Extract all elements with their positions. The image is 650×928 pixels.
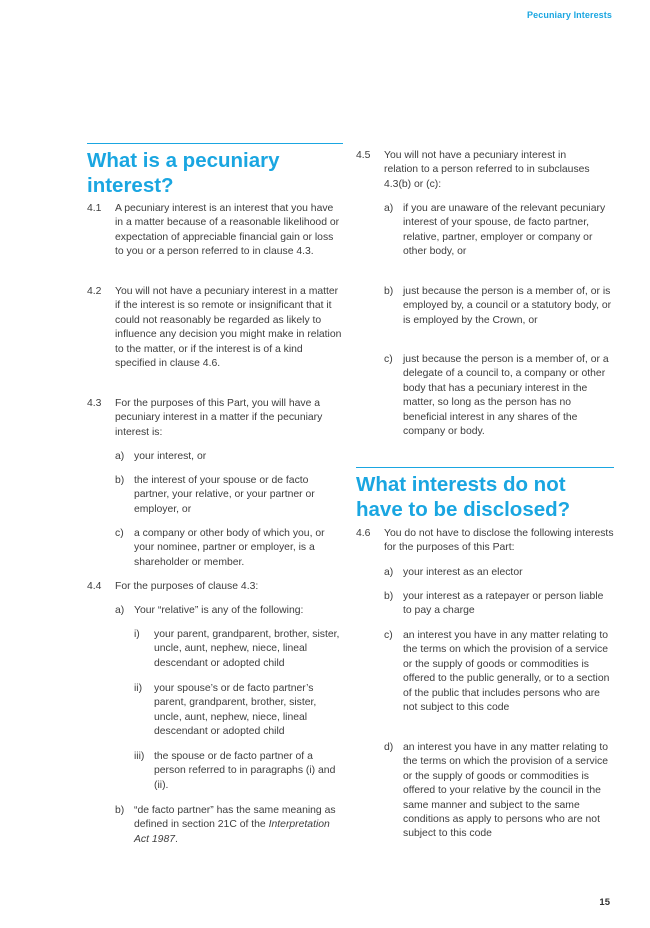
section-heading-pecuniary-interest: What is a pecuniary interest?: [87, 149, 280, 197]
list-item: c) a company or other body of which you, or your nominee, partner or employer, is a shareholder or member.: [115, 528, 325, 568]
section-rule: [356, 467, 614, 468]
clause-text: For the purposes of this Part, you will have a pecuniary interest in a matter if the pecuniary interest is:: [115, 398, 323, 438]
section-rule: [87, 143, 343, 144]
list-item: a) if you are unaware of the relevant pecuniary interest of your spouse, de facto partner, relative, partner, employer or company or other body, or: [384, 203, 606, 258]
list-item: b) the interest of your spouse or de facto partner, your relative, or your partner or employer, or: [115, 475, 315, 515]
clause-4-2: [87, 285, 343, 371]
list-item: b) your interest as a ratepayer or person liable to pay a charge: [384, 591, 604, 617]
list-item: c) just because the person is a member of, or a delegate of a council to, a company or other body that has a pecuniary interest in the matter, so long as the person has no beneficial interest in any shares of the company or body.: [384, 354, 609, 438]
clause-4-4: [87, 580, 343, 594]
clause-text: You will not have a pecuniary interest in relation to a person referred to in subclauses 4.3(b) or (c):: [384, 150, 590, 190]
act-title: Interpretation Act 1987: [134, 819, 330, 845]
list-item: b) “de facto partner” has the same meaning as defined in section 21C of the Interpretation Act 1987.: [115, 805, 336, 845]
clause-text: You do not have to disclose the following interests for the purposes of this Part:: [384, 528, 614, 554]
list-item: d) an interest you have in any matter relating to the terms on which the provision of a service or the supply of goods or commodities is offered to your relative by the council in the same manner and subject to the same conditions as apply to persons who are not subject to this code: [384, 742, 609, 840]
clause-number: 4.3: [87, 398, 102, 409]
list-item: ii) your spouse’s or de facto partner’s parent, grandparent, brother, sister, uncle, aunt, nephew, niece, lineal descendant or adopted child: [134, 683, 317, 738]
page-number: 15: [599, 897, 610, 908]
clause-4-1: [87, 202, 343, 260]
section-heading-interests-not-disclosed: What interests do not have to be disclosed?: [356, 473, 571, 521]
list-item: iii) the spouse or de facto partner of a person referred to in paragraphs (i) and (ii).: [134, 751, 336, 791]
clause-number: 4.2: [87, 286, 102, 297]
clause-number: 4.6: [356, 528, 371, 539]
list-item: i) your parent, grandparent, brother, sister, uncle, aunt, nephew, niece, lineal descendant or adopted child: [134, 629, 340, 669]
clause-4-6: [356, 527, 614, 556]
clause-number: 4.1: [87, 203, 102, 214]
list-item: c) an interest you have in any matter relating to the terms on which the provision of a service or the supply of goods or commodities is offered to the public generally, or to a section of the public that includes persons who are not subject to this code: [384, 630, 610, 714]
clause-text: A pecuniary interest is an interest that you have in a matter because of a reasonable likelihood or expectation of appreciable financial gain or loss to you or a person referred to in clause 4.3.: [115, 203, 340, 258]
list-item: a) your interest as an elector: [384, 567, 523, 578]
list-item: a) Your “relative” is any of the following:: [115, 605, 304, 616]
clause-number: 4.4: [87, 581, 102, 592]
clause-4-5: [356, 149, 614, 192]
list-item: b) just because the person is a member of, or is employed by, a council or a statutory body, or is employed by the Crown, or: [384, 286, 612, 326]
clause-text: For the purposes of clause 4.3:: [115, 581, 259, 592]
list-item: a) your interest, or: [115, 451, 207, 462]
clause-4-3: [87, 397, 343, 440]
clause-number: 4.5: [356, 150, 371, 161]
running-header: Pecuniary Interests: [527, 10, 612, 20]
clause-text: You will not have a pecuniary interest in a matter if the interest is so remote or insignificant that it could not reasonably be regarded as likely to influence any decision you might make in relation to the matter, or if the interest is of a kind specified in clause 4.6.: [115, 286, 342, 370]
